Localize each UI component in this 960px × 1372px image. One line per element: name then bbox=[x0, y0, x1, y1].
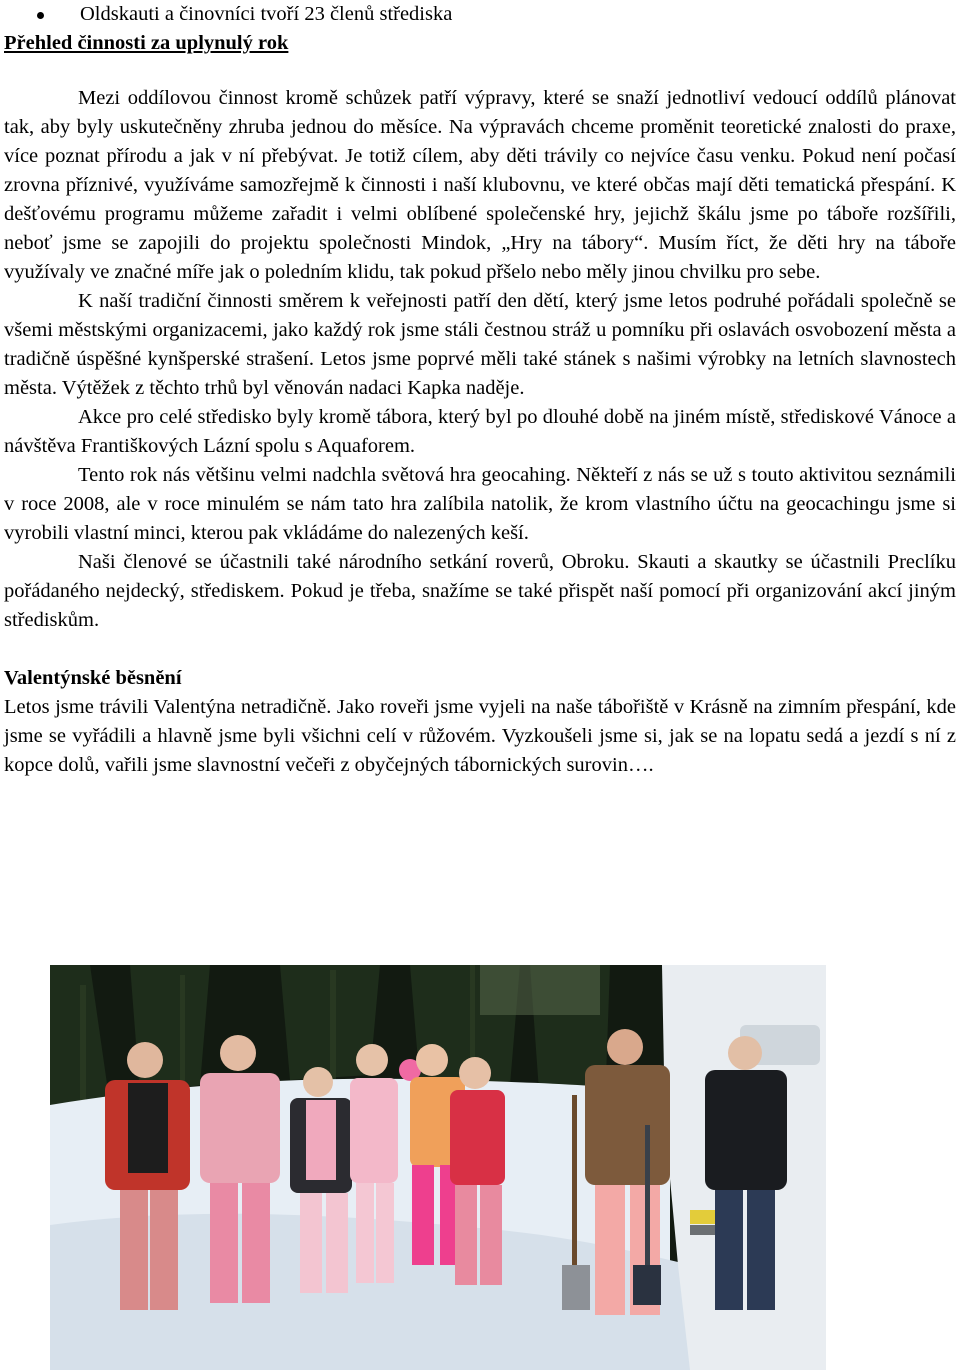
valentine-heading: Valentýnské běsnění bbox=[4, 667, 182, 689]
paragraph: Mezi oddílovou činnost kromě schůzek patří výpravy, které se snaží jednotliví vedoucí oddílů plánovat tak, aby byly uskutečněny zhruba jednou do měsíce. Na výpravách chceme proměnit teoretické znalosti do praxe, více poznat přírodu a jak v ní přebývat. Je totiž cílem, aby děti trávily co nejvíce času venku. Pokud není počasí zrovna příznivé, využíváme samozřejmě k činnosti i naší klubovnu, ve které občas mají děti tematická přespání. K dešťovému programu můžeme zařadit i velmi oblíbené společenské hry, jejichž škálu jsme po táboře rozšířili, neboť jsme se zapojili do projektu společnosti Mindok, „Hry na tábory“. Musím říct, že děti hry na táboře využívaly ve značné míře jak o poledním klidu, tak pokud přšelo nebo měly jinou chvilku pro sebe. bbox=[4, 87, 956, 283]
paragraph: Tento rok nás většinu velmi nadchla světová hra geocahing. Někteří z nás se už s touto aktivitou seznámili v roce 2008, ale v roce minulém se nám tato hra zalíbila natolik, že krom vlastního účtu na geocachingu jsme si vyrobili vlastní minci, kterou pak vkládáme do nalezených keší. bbox=[4, 464, 956, 544]
paragraph: K naší tradiční činnosti směrem k veřejnosti patří den dětí, který jsme letos podruhé pořádali společně se všemi městskými organizacemi, jako každý rok jsme stáli čestnou stráž u pomníku při oslavách osvobození města a tradičně úspěšné kynšperské strašení. Letos jsme poprvé měli také stánek s našimi výrobky na letních slavnostech města. Výtěžek z těchto trhů byl věnován nadaci Kapka naděje. bbox=[4, 290, 956, 399]
paragraph: Akce pro celé středisko byly kromě tábora, který byl po dlouhé době na jiném místě, střediskové Vánoce a návštěva Františkových Lázní spolu s Aquaforem. bbox=[4, 406, 956, 457]
body-text bbox=[4, 84, 956, 780]
group-photo bbox=[50, 965, 826, 1370]
valentine-paragraph: Letos jsme trávili Valentýna netradičně. Jako roveři jsme vyjeli na naše tábořiště v Krásně na zimním přespání, kde jsme se vyřádili a hlavně jsme byli všichni celí v růžovém. Vyzkoušeli jsme si, jak se na lopatu sedá a jezdí s ní z kopce dolů, vařili jsme slavnostní večeři z obyčejných tábornických surovin…. bbox=[4, 696, 956, 776]
bullet-text: Oldskauti a činovníci tvoří 23 členů střediska bbox=[80, 3, 453, 25]
section-title: Přehled činnosti za uplynulý rok bbox=[4, 32, 289, 54]
photo-illustration bbox=[50, 965, 826, 1370]
paragraph: Naši členové se účastnili také národního setkání roverů, Obroku. Skauti a skautky se účastnili Preclíku pořádaného nejdecký, střediskem. Pokud je třeba, snažíme se také přispět naší pomocí při organizování akcí jiným střediskům. bbox=[4, 551, 956, 631]
bullet-icon bbox=[37, 12, 44, 19]
